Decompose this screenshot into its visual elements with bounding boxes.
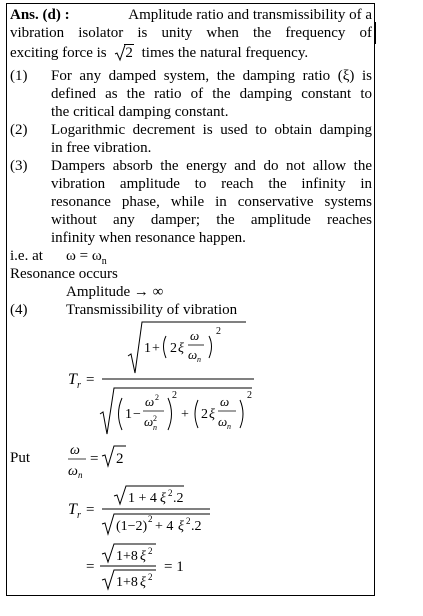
svg-text:2: 2 — [247, 390, 252, 401]
item-4-number: (4) — [10, 302, 28, 318]
svg-text:1+8: 1+8 — [116, 575, 138, 590]
answer-line-3a: exciting force is — [10, 45, 107, 61]
svg-text:2: 2 — [148, 514, 153, 524]
svg-text:n: n — [153, 423, 157, 432]
item-2-line-1: Logarithmic decrement is used to obtain damping — [51, 122, 372, 138]
item-1-number: (1) — [10, 68, 28, 84]
sqrt2-value: 2 — [125, 45, 133, 61]
svg-text:1: 1 — [144, 341, 151, 356]
svg-text:ω: ω — [190, 328, 200, 343]
svg-text:.2: .2 — [173, 491, 184, 506]
item-2-number: (2) — [10, 122, 28, 138]
svg-text:1: 1 — [125, 407, 132, 422]
svg-text:ξ: ξ — [140, 575, 146, 590]
item-1-line-3: the critical damping constant. — [51, 104, 229, 120]
svg-text:1 + 4: 1 + 4 — [128, 491, 157, 506]
svg-text:T: T — [68, 371, 77, 388]
svg-text:ω: ω — [144, 414, 154, 429]
item-4-text: Transmissibility of vibration — [66, 302, 238, 318]
svg-text:=: = — [86, 372, 95, 388]
svg-text:1+8: 1+8 — [116, 549, 138, 564]
svg-text:ω: ω — [145, 394, 155, 409]
svg-text:2: 2 — [148, 572, 153, 582]
svg-text:.2: .2 — [191, 519, 202, 534]
svg-text:n: n — [197, 355, 201, 364]
item-3-line-4: without any damper; the amplitude reaches — [51, 212, 372, 228]
answer-line-1 — [10, 6, 372, 24]
svg-text:2: 2 — [116, 451, 124, 467]
svg-text:2: 2 — [172, 390, 177, 401]
svg-text:+: + — [152, 341, 160, 356]
svg-text:r: r — [77, 510, 81, 521]
result-value: = 1 — [164, 559, 184, 575]
item-1-line-1: For any damped system, the damping ratio (ξ) is — [51, 68, 372, 84]
svg-text:=: = — [86, 559, 95, 575]
sqrt2-inline — [114, 44, 134, 62]
item-1-line-2: defined as the ratio of the damping constant to — [51, 86, 372, 102]
svg-text:2: 2 — [201, 407, 208, 422]
svg-text:n: n — [227, 422, 231, 431]
svg-text:ξ: ξ — [178, 519, 184, 534]
answer-label: Ans. (d) : — [10, 7, 70, 23]
item-3-line-1: Dampers absorb the energy and do not allow the — [51, 158, 372, 174]
svg-text:ω: ω — [70, 443, 80, 458]
omega-equals-omega-n: $\omega = \omega_n$ — [66, 248, 107, 267]
svg-text:+: + — [181, 407, 189, 422]
svg-text:ω: ω — [218, 414, 228, 429]
answer-line-1-text: Amplitude ratio and transmissibility of a — [128, 7, 372, 23]
item-2-line-2: in free vibration. — [51, 140, 152, 156]
amplitude-infinity: Amplitude → ∞ — [66, 284, 164, 300]
svg-text:2: 2 — [216, 326, 221, 337]
svg-text:2: 2 — [170, 341, 177, 356]
svg-text:2: 2 — [155, 393, 159, 402]
put-label: Put — [10, 450, 31, 466]
svg-text:2: 2 — [186, 516, 191, 526]
item-3-line-5: infinity when resonance happen. — [51, 230, 246, 246]
ie-at-label: i.e. at — [10, 248, 43, 264]
text-cursor — [374, 22, 376, 44]
item-3-number: (3) — [10, 158, 28, 174]
resonance-occurs: Resonance occurs — [10, 266, 118, 282]
svg-text:=: = — [86, 502, 95, 518]
svg-text:ξ: ξ — [209, 407, 215, 422]
svg-text:n: n — [78, 470, 83, 480]
answer-line-3b: times the natural frequency. — [141, 45, 309, 61]
svg-text:=: = — [90, 451, 99, 467]
put-formula — [66, 440, 136, 482]
svg-text:2: 2 — [168, 488, 173, 498]
answer-line-2-text: vibration isolator is unity when the frequency of — [10, 25, 372, 41]
svg-text:(1−2): (1−2) — [116, 519, 148, 534]
transmissibility-formula — [60, 318, 260, 440]
answer-line-2 — [10, 24, 372, 42]
svg-text:+ 4: + 4 — [155, 519, 174, 534]
svg-text:−: − — [133, 407, 141, 422]
svg-text:r: r — [77, 380, 81, 391]
svg-text:ξ: ξ — [140, 549, 146, 564]
svg-text:2: 2 — [153, 414, 157, 423]
answer-line-3 — [10, 44, 308, 62]
substituted-formula — [60, 484, 220, 540]
svg-text:ω: ω — [220, 394, 230, 409]
item-3-line-2: vibration amplitude to reach the infinity in — [51, 176, 372, 192]
radical-icon — [114, 44, 126, 62]
svg-text:ξ: ξ — [160, 491, 166, 506]
svg-text:2: 2 — [148, 546, 153, 556]
svg-text:T: T — [68, 501, 77, 518]
svg-text:ξ: ξ — [178, 341, 184, 356]
svg-text:ω: ω — [188, 347, 198, 362]
item-3-line-3: resonance phase, while in conservative systems — [51, 194, 372, 210]
svg-text:ω: ω — [68, 464, 78, 479]
